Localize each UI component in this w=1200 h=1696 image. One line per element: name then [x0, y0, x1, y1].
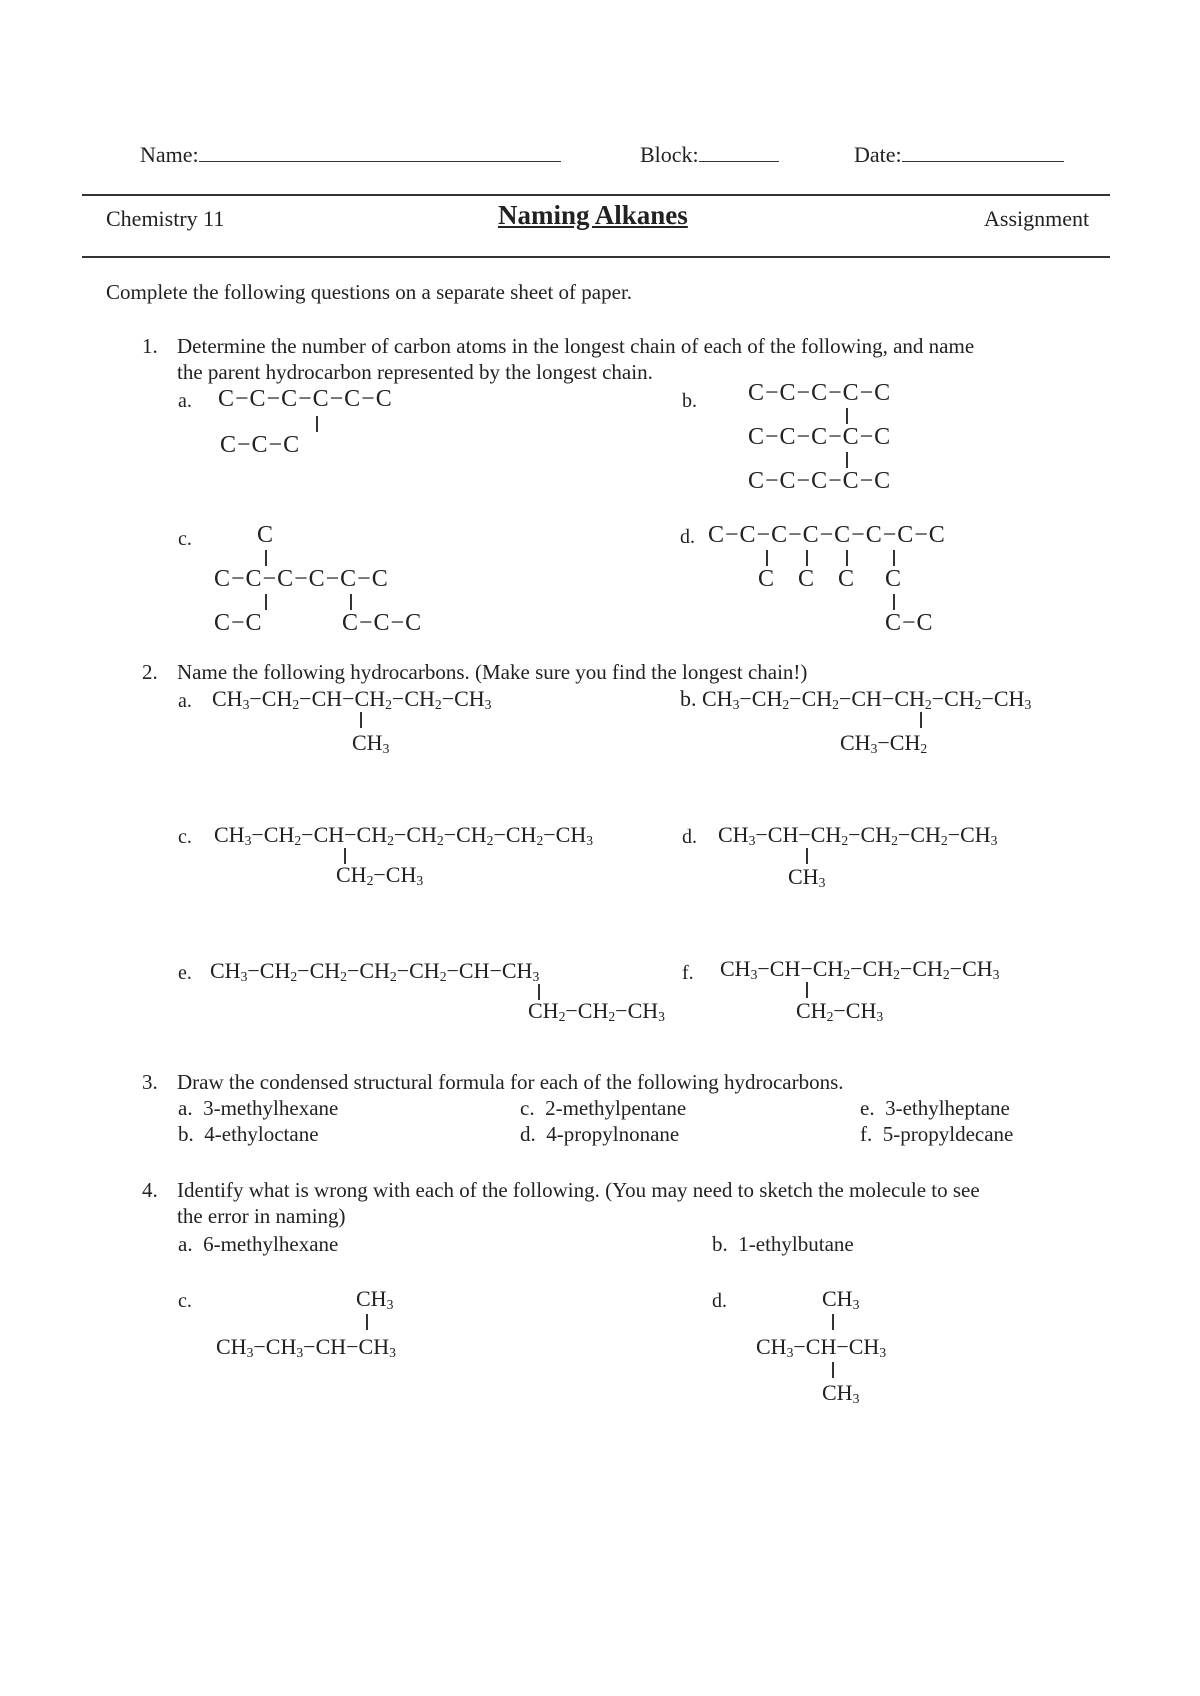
- q4d-label: d.: [712, 1290, 727, 1312]
- q3-item-a: a. 3-methylhexane: [178, 1096, 339, 1120]
- q2f-label: f.: [682, 962, 694, 984]
- q1b-row1: C−C−C−C−C: [748, 380, 892, 406]
- header-top-rule: [82, 194, 1110, 196]
- q1a-main-chain: C−C−C−C−C−C: [218, 386, 393, 412]
- q2a-bond: [360, 712, 362, 728]
- q2f-bond: [806, 982, 808, 998]
- header-bottom-rule: [82, 256, 1110, 258]
- q1d-sub4: C: [885, 566, 903, 592]
- q2b-label: b.: [680, 686, 697, 711]
- q2c-main-chain: $CH_3-CH_2-CH-CH_2-CH_2-CH_2-CH_2-CH_3$: [214, 822, 594, 848]
- q1d-bond2: [806, 550, 808, 566]
- q1-number: 1.: [142, 334, 158, 358]
- q4d-top: $CH_3$: [822, 1286, 860, 1312]
- q3-item-d: d. 4-propylnonane: [520, 1122, 680, 1146]
- block-label: Block:: [640, 142, 699, 167]
- q1b-label: b.: [682, 390, 697, 412]
- q1c-main-chain: C−C−C−C−C−C: [214, 566, 389, 592]
- q4c-bond: [366, 1314, 368, 1330]
- q3-item-b: b. 4-ethyloctane: [178, 1122, 319, 1146]
- q2f-main-chain: $CH_3-CH-CH_2-CH_2-CH_2-CH_3$: [720, 956, 1000, 982]
- block-blank[interactable]: [699, 143, 779, 162]
- q3-text: Draw the condensed structural formula for each of the following hydrocarbons.: [177, 1070, 844, 1094]
- block-field: [640, 142, 779, 168]
- q3-item-e: e. 3-ethylheptane: [860, 1096, 1010, 1120]
- q1d-bond4: [893, 550, 895, 566]
- q1a-bond: [316, 416, 318, 432]
- q1c-top: C: [257, 522, 275, 548]
- q2d-bond: [806, 848, 808, 864]
- q1d-sub3: C: [838, 566, 856, 592]
- q4d-bond-top: [832, 1314, 834, 1330]
- q2b-bond: [920, 712, 922, 728]
- q2c-branch: $CH_2-CH_3$: [336, 862, 424, 888]
- q1b-row2: C−C−C−C−C: [748, 424, 892, 450]
- q2d-main-chain: $CH_3-CH-CH_2-CH_2-CH_2-CH_3$: [718, 822, 998, 848]
- q1c-bond-top: [265, 550, 267, 566]
- name-field: [140, 142, 561, 168]
- q4d-bottom: $CH_3$: [822, 1380, 860, 1406]
- q2d-label: d.: [682, 826, 697, 848]
- q2e-main-chain: $CH_3-CH_2-CH_2-CH_2-CH_2-CH-CH_3$: [210, 958, 540, 984]
- q4c-branch: $CH_3$: [356, 1286, 394, 1312]
- q1d-bond5: [893, 594, 895, 610]
- q3-number: 3.: [142, 1070, 158, 1094]
- name-label: Name:: [140, 142, 199, 167]
- q4d-main-chain: $CH_3-CH-CH_3$: [756, 1334, 887, 1360]
- q4c-label: c.: [178, 1290, 192, 1312]
- q1a-label: a.: [178, 390, 192, 412]
- q2e-branch: $CH_2-CH_2-CH_3$: [528, 998, 665, 1024]
- instructions: Complete the following questions on a separate sheet of paper.: [106, 280, 633, 304]
- q1-text-line2: the parent hydrocarbon represented by the longest chain.: [177, 360, 653, 384]
- q1d-bottom: C−C: [885, 610, 934, 636]
- q1b-row3: C−C−C−C−C: [748, 468, 892, 494]
- q1d-main-chain: C−C−C−C−C−C−C−C: [708, 522, 946, 548]
- q2a-label: a.: [178, 690, 192, 712]
- q2f-branch: $CH_2-CH_3$: [796, 998, 884, 1024]
- q4-number: 4.: [142, 1178, 158, 1202]
- q2b-main-chain: b. $CH_3-CH_2-CH_2-CH-CH_2-CH_2-CH_3$: [680, 686, 1032, 712]
- q2d-branch: $CH_3$: [788, 864, 826, 890]
- date-field: [854, 142, 1064, 168]
- name-blank[interactable]: [199, 143, 561, 162]
- q4c-main-chain: $CH_3-CH_3-CH-CH_3$: [216, 1334, 396, 1360]
- q2b-branch: $CH_3-CH_2$: [840, 730, 928, 756]
- q1c-bond-right: [350, 594, 352, 610]
- course-name: Chemistry 11: [106, 206, 225, 231]
- q2-number: 2.: [142, 660, 158, 684]
- assignment-type: Assignment: [984, 206, 1090, 231]
- page-title: Naming Alkanes: [498, 200, 688, 230]
- q3-item-c: c. 2-methylpentane: [520, 1096, 687, 1120]
- date-blank[interactable]: [902, 143, 1064, 162]
- q2a-main-chain: $CH_3-CH_2-CH-CH_2-CH_2-CH_3$: [212, 686, 492, 712]
- q1d-bond1: [766, 550, 768, 566]
- q1b-bond1: [846, 408, 848, 424]
- q1d-sub1: C: [758, 566, 776, 592]
- q4-item-a: a. 6-methylhexane: [178, 1232, 339, 1256]
- q1a-branch: C−C−C: [220, 432, 301, 458]
- q4-text-line1: Identify what is wrong with each of the following. (You may need to sketch the molecule to see: [177, 1178, 980, 1202]
- q2a-branch: $CH_3$: [352, 730, 390, 756]
- q1c-label: c.: [178, 528, 192, 550]
- q1d-sub2: C: [798, 566, 816, 592]
- q2c-label: c.: [178, 826, 192, 848]
- q1c-low-left: C−C: [214, 610, 263, 636]
- q2-text: Name the following hydrocarbons. (Make sure you find the longest chain!): [177, 660, 808, 684]
- q4d-bond-bottom: [832, 1362, 834, 1378]
- q1b-bond2: [846, 452, 848, 468]
- q1d-bond3: [846, 550, 848, 566]
- date-label: Date:: [854, 142, 902, 167]
- q1c-low-right: C−C−C: [342, 610, 423, 636]
- q4-item-b: b. 1-ethylbutane: [712, 1232, 854, 1256]
- q3-item-f: f. 5-propyldecane: [860, 1122, 1014, 1146]
- q1d-label: d.: [680, 526, 695, 548]
- q2e-label: e.: [178, 962, 192, 984]
- q4-text-line2: the error in naming): [177, 1204, 346, 1228]
- q1-text-line1: Determine the number of carbon atoms in the longest chain of each of the following, and name: [177, 334, 975, 358]
- q1c-bond-left: [265, 594, 267, 610]
